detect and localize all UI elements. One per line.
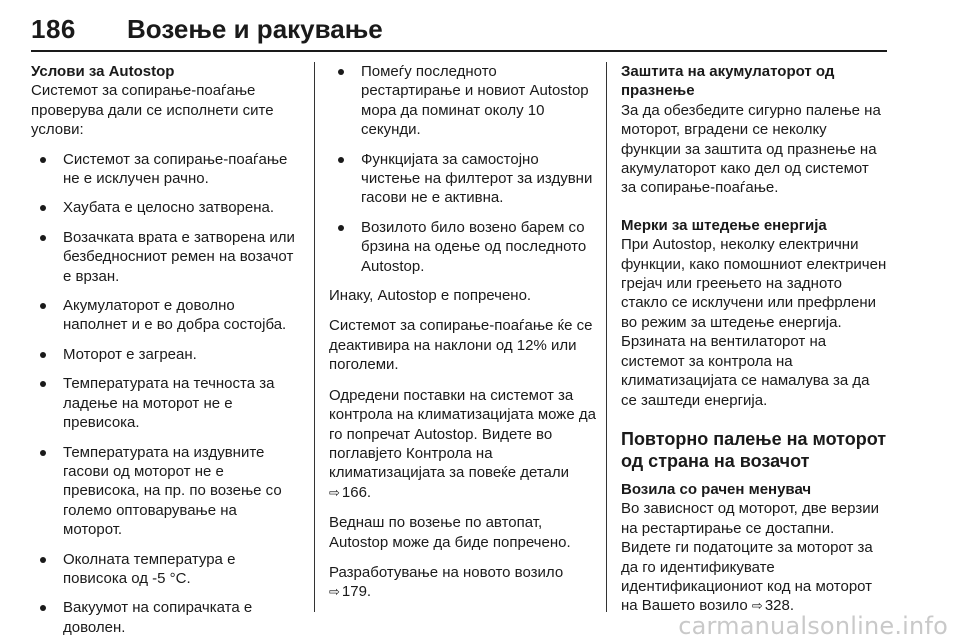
conditions-list: [31, 150, 299, 638]
list-item-text: Системот за сопирање-поаѓање не е исклучен рачно.: [63, 150, 288, 188]
page-reference[interactable]: 166.: [341, 483, 372, 501]
list-item-text: Температурата на течноста за ладење на моторот не е превисока.: [63, 375, 275, 432]
paragraph-text: Одредени поставки на системот за контрола на климатизацијата може да го попречат Autostop. Видете во поглавјето Контрола на климатизацијата за повеќе детали: [329, 386, 596, 482]
page-reference[interactable]: 179.: [341, 583, 372, 601]
bullet-icon: [40, 450, 46, 456]
list-item: [31, 345, 299, 364]
list-item: [329, 218, 597, 276]
paragraph-running-in: [329, 563, 597, 602]
bullet-icon: [40, 235, 46, 241]
paragraph-energy-saving: При Autostop, неколку електрични функции, како помошниот електричен грејач или греењето на задното стакло се исклучени или префрлени во режим за штедење енергија. Брзината на вентилаторот на системот за контрола на климатизацијата се намалува за да се заштеди енергија.: [621, 236, 887, 409]
paragraph-restart-versions: [621, 499, 887, 615]
list-item: [31, 150, 299, 189]
paragraph-incline: Системот за сопирање-поаѓање ќе се деактивира на наклони од 12% или поголеми.: [329, 317, 593, 374]
list-item: [329, 150, 597, 208]
section-heading-restart-by-driver: Повторно палење на моторот од страна на возачот: [621, 428, 887, 471]
list-item-text: Вакуумот на сопирачката е доволен.: [63, 599, 253, 636]
page-reference[interactable]: 328.: [764, 597, 795, 615]
list-item: [31, 598, 299, 637]
paragraph-battery-protection: За да обезбедите сигурно палење на моторот, вградени се неколку функции за заштита од празнење на акумулаторот како дел од системот за сопирање-поаѓање.: [621, 101, 881, 197]
subsection-heading-manual-transmission: Возила со рачен менувач: [621, 480, 812, 498]
paragraph-autostop-prevented: Инаку, Autostop е попречено.: [329, 287, 532, 305]
list-item-text: Возилото било возено барем со брзина на одење од последното Autostop.: [361, 218, 587, 275]
list-item-text: Помеѓу последното рестартирање и новиот Autostop мора да поминат околу 10 секунди.: [361, 63, 589, 139]
section-heading-autostop-conditions: Услови за Autostop: [31, 63, 175, 80]
list-item: [31, 550, 299, 589]
list-item-text: Температурата на издувните гасови од моторот не е превисока, на пр. по возење со големо оптоварување на моторот.: [63, 443, 282, 539]
column-divider-1: [314, 62, 315, 612]
paragraph-climate-settings: [329, 386, 597, 502]
list-item: [31, 198, 299, 217]
page-header: [31, 8, 887, 48]
column-divider-2: [606, 62, 607, 612]
paragraph-intro: Системот за сопирање-поаѓање проверува дали се исполнети сите услови:: [31, 82, 274, 139]
conditions-list-continued: [329, 62, 597, 276]
bullet-icon: [338, 225, 344, 231]
list-item: [31, 228, 299, 286]
list-item-text: Околната температура е повисока од -5 °C.: [63, 550, 236, 587]
bullet-icon: [338, 69, 344, 75]
list-item-text: Возачката врата е затворена или безбедносниот ремен на возачот е врзан.: [63, 228, 295, 285]
paragraph-text: Разработување на новото возило: [329, 563, 564, 581]
bullet-icon: [40, 303, 46, 309]
list-item-text: Акумулаторот е доволно наполнет и е во добра состојба.: [63, 297, 287, 334]
bullet-icon: [40, 557, 46, 563]
column-1: [31, 62, 299, 642]
list-item: [31, 296, 299, 335]
bullet-icon: [40, 352, 46, 358]
page-reference-arrow-icon: ⇨: [751, 598, 763, 614]
list-item: [31, 443, 299, 540]
paragraph-text: Во зависност од моторот, две верзии на рестартирање се достапни. Видете ги податоците за моторот за да го идентификувате идентификациониот код на моторот на Вашето возило: [621, 500, 879, 615]
list-item: [329, 62, 597, 140]
chapter-title: Возење и ракување: [127, 14, 383, 44]
bullet-icon: [40, 605, 46, 611]
bullet-icon: [338, 157, 344, 163]
watermark: carmanualsonline.info: [678, 612, 948, 640]
list-item-text: Моторот е загреан.: [63, 345, 197, 363]
page-reference-arrow-icon: ⇨: [329, 584, 340, 600]
column-2: [329, 62, 597, 602]
column-3: [621, 62, 887, 616]
bullet-icon: [40, 381, 46, 387]
section-heading-battery-protection: Заштита на акумулаторот од празнење: [621, 63, 835, 100]
page-reference-arrow-icon: ⇨: [329, 484, 340, 500]
bullet-icon: [40, 157, 46, 163]
section-heading-energy-saving: Мерки за штедење енергија: [621, 216, 827, 234]
list-item-text: Хаубата е целосно затворена.: [63, 199, 275, 217]
header-divider: [31, 50, 887, 52]
list-item: [31, 374, 299, 432]
bullet-icon: [40, 205, 46, 211]
paragraph-motorway: Веднаш по возење по автопат, Autostop може да биде попречено.: [329, 514, 571, 551]
page-number: 186: [31, 14, 76, 44]
list-item-text: Функцијата за самостојно чистење на филтерот за издувни гасови не е активна.: [361, 150, 593, 207]
